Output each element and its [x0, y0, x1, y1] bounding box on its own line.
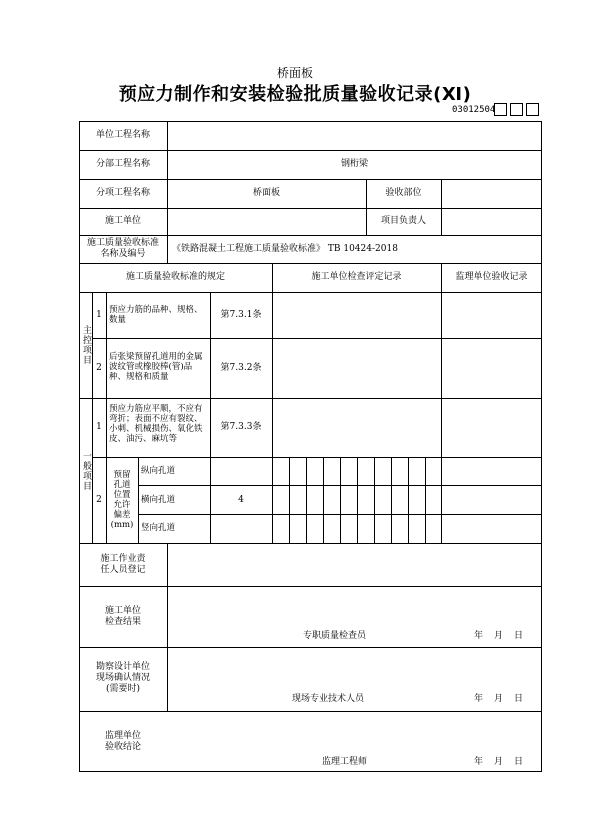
date-year: 年: [474, 757, 484, 767]
rule: [92, 338, 542, 339]
form-subtitle: 桥面板: [276, 66, 313, 80]
acceptance-part-label: 验收部位: [385, 188, 422, 198]
general-item-2-no: 2: [96, 494, 102, 505]
rule: [79, 398, 542, 399]
duct-vertical-label: 竖向孔道: [141, 523, 176, 533]
tech-staff-label: 现场专业技术人员: [292, 694, 365, 704]
unit-project-field[interactable]: [167, 121, 542, 150]
rule: [374, 457, 375, 543]
design-field[interactable]: [168, 648, 541, 690]
rule: [441, 263, 442, 543]
check-result-field[interactable]: [168, 587, 541, 627]
sub-project-label: 分部工程名称: [95, 159, 150, 169]
general-item-1-no: 1: [96, 422, 102, 432]
general-item-1-desc: 预应力筋应平顺，不应有弯折；表面不应有裂纹、小刺、机械损伤、氧化铁皮、油污、麻坑等: [109, 404, 203, 444]
construction-unit-field[interactable]: [167, 208, 366, 235]
construction-unit-label: 施工单位: [104, 216, 141, 226]
sub-project-field[interactable]: 钢桁梁: [340, 159, 368, 169]
duct-tolerance-value: 4: [238, 494, 244, 505]
acceptance-part-field[interactable]: [441, 179, 542, 208]
rule: [79, 235, 542, 236]
duct-tolerance-label: 预留孔道位置允许偏差(mm): [110, 470, 134, 530]
date-month: 月: [494, 757, 504, 767]
engineer-label: 监理工程师: [322, 757, 368, 767]
standard-label-line-1: 施工质量验收标准: [86, 238, 159, 248]
main-item-1-clause: 第7.3.1条: [220, 309, 262, 320]
standard-value: 《铁路混凝土工程施工质量验收标准》 TB 10424-2018: [172, 244, 398, 254]
main-item-1-no: 1: [96, 309, 102, 320]
rule: [323, 457, 324, 543]
rule: [340, 457, 341, 543]
main-items-group-label: 主控项目: [81, 325, 91, 365]
supervision-conclusion-field[interactable]: [168, 712, 541, 752]
item-project-label: 分项工程名称: [95, 188, 150, 198]
code-checkbox-1[interactable]: [494, 103, 507, 116]
duct-transverse-label: 横向孔道: [141, 495, 176, 505]
date-year: 年: [474, 694, 484, 704]
project-manager-field[interactable]: [441, 208, 542, 235]
rule: [425, 457, 426, 543]
date-year: 年: [474, 631, 484, 641]
rule: [306, 457, 307, 543]
date-day: 日: [514, 694, 524, 704]
rule: [272, 263, 273, 543]
supervision-conclusion-label: 监理单位验收结论: [104, 730, 141, 752]
rule: [408, 457, 409, 543]
date-day: 日: [514, 757, 524, 767]
item-project-field[interactable]: 桥面板: [252, 188, 280, 198]
duct-longitudinal-label: 纵向孔道: [141, 466, 176, 476]
col-header-supervision: 监理单位验收记录: [455, 272, 528, 282]
col-header-record: 施工单位检查评定记录: [311, 272, 402, 282]
general-items-group-label: 一般项目: [81, 450, 91, 491]
personnel-field[interactable]: [168, 544, 541, 586]
rule: [391, 457, 392, 543]
rule: [92, 457, 542, 458]
rule: [138, 457, 139, 543]
date-month: 月: [494, 631, 504, 641]
main-item-2-desc: 后张梁预留孔道用的金属波纹管或橡胶棒(管)品种、规格和质量: [109, 352, 203, 382]
design-label-line-3: (需要时): [105, 684, 141, 694]
design-label: [79, 662, 167, 695]
code-checkbox-2[interactable]: [510, 103, 523, 116]
unit-project-label: 单位工程名称: [95, 130, 150, 140]
form-title: 预应力制作和安装检验批质量验收记录(Ⅺ): [118, 84, 472, 105]
project-manager-label: 项目负责人: [380, 216, 426, 226]
date-month: 月: [494, 694, 504, 704]
rule: [79, 292, 542, 293]
standard-label: [79, 238, 167, 260]
rule: [357, 457, 358, 543]
inspector-label: 专职质量检查员: [303, 631, 367, 641]
col-header-spec: 施工质量验收标准的规定: [125, 272, 225, 282]
main-item-1-desc: 预应力筋的品种、规格、数量: [109, 305, 203, 325]
form-code: 03012504: [452, 105, 496, 115]
personnel-label: 施工作业责任人员登记: [100, 553, 146, 575]
check-result-label: 施工单位检查结果: [104, 605, 141, 627]
code-checkbox-3[interactable]: [526, 103, 539, 116]
design-label-line-2: 现场确认情况: [95, 673, 150, 683]
main-item-2-clause: 第7.3.2条: [220, 362, 262, 373]
date-day: 日: [514, 631, 524, 641]
standard-label-line-2: 名称及编号: [100, 249, 146, 259]
design-label-line-1: 勘察设计单位: [95, 662, 150, 672]
general-item-1-clause: 第7.3.3条: [220, 422, 262, 432]
main-item-2-no: 2: [96, 362, 102, 373]
rule: [289, 457, 290, 543]
